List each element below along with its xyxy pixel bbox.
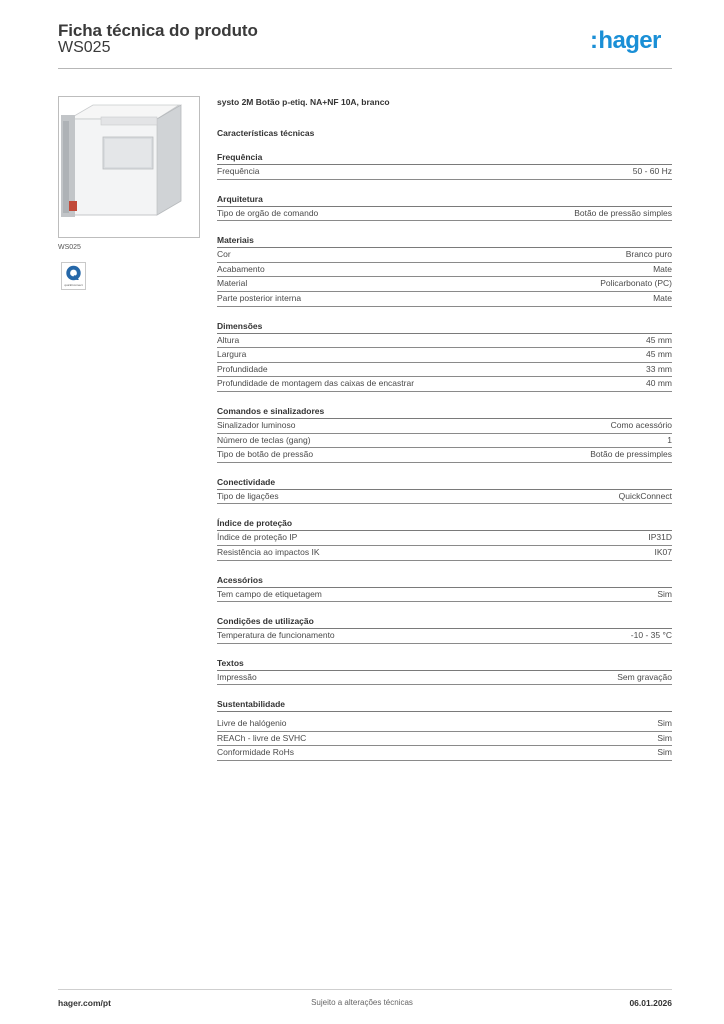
spec-row xyxy=(217,263,672,278)
spec-value: Policarbonato (PC) xyxy=(600,278,672,289)
spec-row xyxy=(217,248,672,263)
spec-row xyxy=(217,732,672,747)
spec-row xyxy=(217,292,672,307)
spec-label: Conformidade RoHs xyxy=(217,747,295,758)
spec-value: Sim xyxy=(657,718,672,729)
section-title: Índice de proteção xyxy=(217,518,672,531)
spec-value: Sem gravação xyxy=(617,671,672,682)
spec-label: Profundidade de montagem das caixas de encastrar xyxy=(217,378,415,389)
spec-label: Tipo de ligações xyxy=(217,490,279,501)
product-name: systo 2M Botão p-etiq. NA+NF 10A, branco xyxy=(217,97,390,107)
spec-heading: Características técnicas xyxy=(217,128,315,138)
section-title: Dimensões xyxy=(217,321,672,334)
section-title: Frequência xyxy=(217,152,672,165)
spec-label: Profundidade xyxy=(217,363,268,374)
push-button-module-icon xyxy=(59,97,199,237)
spec-value: -10 - 35 °C xyxy=(630,630,672,641)
spec-label: Acabamento xyxy=(217,263,265,274)
spec-label: Largura xyxy=(217,349,247,360)
spec-label: Material xyxy=(217,278,248,289)
spec-section xyxy=(217,477,672,505)
spec-section xyxy=(217,575,672,603)
section-title: Conectividade xyxy=(217,477,672,490)
spec-section xyxy=(217,699,672,761)
spec-label: Livre de halógenio xyxy=(217,718,287,729)
section-title: Comandos e sinalizadores xyxy=(217,406,672,419)
spec-value: Como acessório xyxy=(610,419,672,430)
footer-divider xyxy=(58,989,672,990)
spec-section xyxy=(217,194,672,222)
badge-text: quickConnect xyxy=(64,283,83,287)
spec-row xyxy=(217,434,672,449)
spec-label: Impressão xyxy=(217,671,257,682)
quality-badge xyxy=(61,262,86,290)
spec-label: Índice de proteção IP xyxy=(217,532,298,543)
section-title: Sustentabilidade xyxy=(217,699,672,712)
spec-row xyxy=(217,629,672,644)
hager-logo[interactable] xyxy=(590,29,661,53)
spec-row xyxy=(217,377,672,392)
page-title: Ficha técnica do produto xyxy=(58,21,258,40)
header-divider xyxy=(58,68,672,69)
spec-value: IK07 xyxy=(654,546,672,557)
spec-label: Resistência ao impactos IK xyxy=(217,546,320,557)
spec-value: 45 mm xyxy=(646,349,672,360)
spec-label: Frequência xyxy=(217,166,260,176)
spec-value: Mate xyxy=(653,292,672,303)
product-image-caption: WS025 xyxy=(58,244,81,251)
spec-row xyxy=(217,546,672,561)
quality-q-badge-icon xyxy=(62,263,85,289)
product-code: WS025 xyxy=(58,39,111,56)
spec-value: Sim xyxy=(657,732,672,743)
spec-row xyxy=(217,165,672,180)
logo-prefix: : xyxy=(590,27,598,54)
footer-date: 06.01.2026 xyxy=(629,998,672,1008)
spec-value: 40 mm xyxy=(646,378,672,389)
logo-text: hager xyxy=(598,27,661,54)
spec-section xyxy=(217,235,672,306)
spec-label: Sinalizador luminoso xyxy=(217,419,296,430)
spec-section xyxy=(217,152,672,180)
spec-value: Branco puro xyxy=(625,249,672,260)
section-title: Arquitetura xyxy=(217,194,672,207)
spec-row xyxy=(217,588,672,603)
spec-value: IP31D xyxy=(648,532,672,543)
spec-row xyxy=(217,207,672,222)
spec-sections xyxy=(217,152,672,761)
spec-row xyxy=(217,746,672,761)
section-title: Textos xyxy=(217,658,672,671)
spec-value: Sim xyxy=(657,747,672,758)
spec-row xyxy=(217,717,672,732)
spec-row xyxy=(217,671,672,686)
spec-value: Mate xyxy=(653,263,672,274)
spec-value: 1 xyxy=(667,434,672,445)
spec-row xyxy=(217,419,672,434)
spec-label: Número de teclas (gang) xyxy=(217,434,311,445)
spec-value: QuickConnect xyxy=(618,490,672,501)
spec-label: Tipo de botão de pressão xyxy=(217,449,314,460)
spec-label: Tipo de orgão de comando xyxy=(217,207,319,218)
spec-value: 33 mm xyxy=(646,363,672,374)
spec-value: Botão de pressimples xyxy=(590,449,672,460)
spec-value: Botão de pressão simples xyxy=(574,207,672,218)
spec-label: REACh - livre de SVHC xyxy=(217,732,307,743)
spec-section xyxy=(217,658,672,686)
spec-value: 45 mm xyxy=(646,334,672,345)
spec-label: Altura xyxy=(217,334,240,345)
section-title: Condições de utilização xyxy=(217,616,672,629)
spec-row xyxy=(217,531,672,546)
footer-website[interactable]: hager.com/pt xyxy=(58,998,111,1008)
spec-row xyxy=(217,277,672,292)
spec-row xyxy=(217,448,672,463)
spec-row xyxy=(217,363,672,378)
spec-label: Cor xyxy=(217,249,231,260)
spec-value: Sim xyxy=(657,588,672,599)
spec-row xyxy=(217,490,672,505)
spec-section xyxy=(217,616,672,644)
section-title: Materiais xyxy=(217,235,672,248)
footer-notice: Sujeito a alterações técnicas xyxy=(311,998,413,1007)
product-image-frame xyxy=(58,96,200,238)
spec-content xyxy=(217,97,672,761)
spec-label: Tem campo de etiquetagem xyxy=(217,588,322,599)
spec-section xyxy=(217,518,672,560)
spec-value: 50 - 60 Hz xyxy=(632,166,672,176)
spec-row xyxy=(217,348,672,363)
spec-section xyxy=(217,406,672,463)
spec-row xyxy=(217,334,672,349)
section-title: Acessórios xyxy=(217,575,672,588)
spec-label: Parte posterior interna xyxy=(217,292,302,303)
spec-section xyxy=(217,321,672,392)
spec-label: Temperatura de funcionamento xyxy=(217,630,335,641)
